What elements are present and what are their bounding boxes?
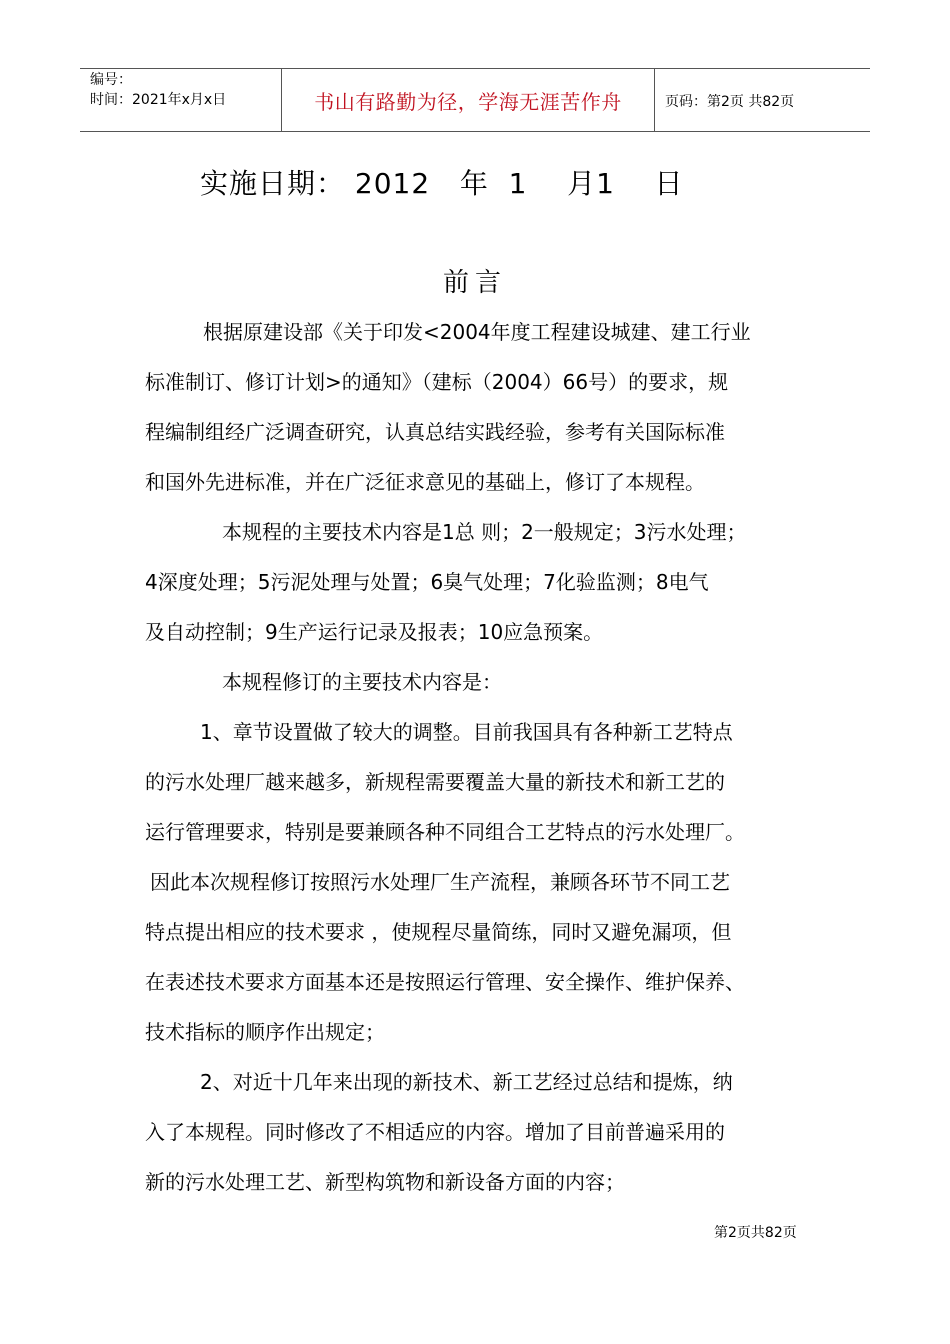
paragraph-line: 标准制订、修订计划>的通知》（建标（2004）66号）的要求，规 xyxy=(145,370,729,394)
header-table xyxy=(80,68,870,132)
header-page-info: 页码：第2页 共82页 xyxy=(665,94,795,110)
paragraph-line: 运行管理要求，特别是要兼顾各种不同组合工艺特点的污水处理厂。 xyxy=(145,820,745,844)
paragraph-line: 因此本次规程修订按照污水处理厂生产流程，兼顾各环节不同工艺 xyxy=(150,870,730,894)
footer-page-number: 第2页共82页 xyxy=(714,1225,797,1241)
document-time: 时间：2021年x月x日 xyxy=(90,92,227,108)
paragraph-line: 新的污水处理工艺、新型构筑物和新设备方面的内容； xyxy=(145,1170,625,1194)
paragraph-line: 4深度处理；5污泥处理与处置；6臭气处理；7化验监测；8电气 xyxy=(145,570,709,594)
paragraph-line: 本规程修订的主要技术内容是： xyxy=(222,670,502,694)
paragraph-line: 的污水处理厂越来越多，新规程需要覆盖大量的新技术和新工艺的 xyxy=(145,770,725,794)
paragraph-line: 入了本规程。同时修改了不相适应的内容。增加了目前普遍采用的 xyxy=(145,1120,725,1144)
paragraph-line: 根据原建设部《关于印发<2004年度工程建设城建、建工行业 xyxy=(203,320,751,344)
paragraph-line: 及自动控制；9生产运行记录及报表；10应急预案。 xyxy=(145,620,604,644)
paragraph-line: 技术指标的顺序作出规定； xyxy=(145,1020,385,1044)
paragraph-line: 程编制组经广泛调查研究，认真总结实践经验，参考有关国际标准 xyxy=(145,420,725,444)
paragraph-line: 本规程的主要技术内容是1总 则；2一般规定；3污水处理； xyxy=(222,520,747,544)
paragraph-line: 在表述技术要求方面基本还是按照运行管理、安全操作、维护保养、 xyxy=(145,970,745,994)
header-divider xyxy=(654,69,655,131)
paragraph-line: 特点提出相应的技术要求 ，使规程尽量简练，同时又避免漏项，但 xyxy=(145,920,732,944)
paragraph-line: 和国外先进标准，并在广泛征求意见的基础上，修订了本规程。 xyxy=(145,470,705,494)
document-number: 编号： xyxy=(90,72,132,88)
section-title: 前言 xyxy=(442,268,507,298)
header-motto: 书山有路勤为径，学海无涯苦作舟 xyxy=(314,90,622,114)
paragraph-line: 2、对近十几年来出现的新技术、新工艺经过总结和提炼，纳 xyxy=(200,1070,733,1094)
implementation-date: 实施日期： 2012 年 1 月1 日 xyxy=(200,167,684,200)
paragraph-line: 1、章节设置做了较大的调整。目前我国具有各种新工艺特点 xyxy=(200,720,733,744)
